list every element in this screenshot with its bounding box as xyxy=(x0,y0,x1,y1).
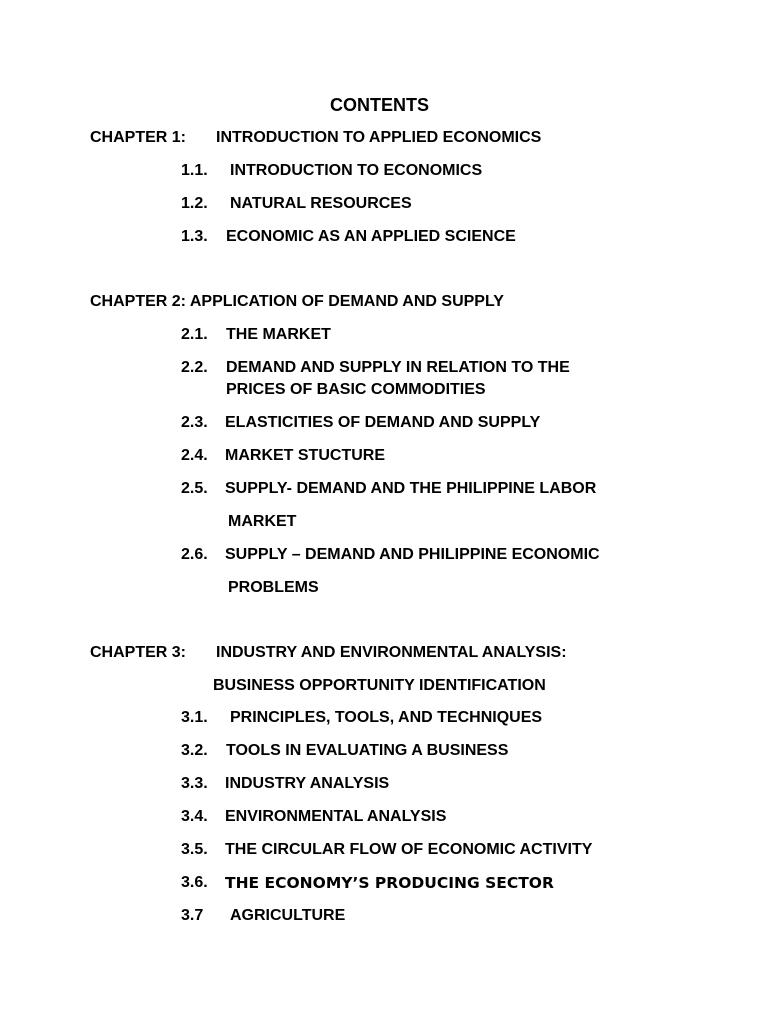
toc-item-number: 2.5. xyxy=(181,480,208,497)
toc-item-number: 3.2. xyxy=(181,742,208,759)
toc-item-label-continued: PRICES OF BASIC COMMODITIES xyxy=(226,381,486,398)
toc-item-number: 1.2. xyxy=(181,195,208,212)
chapter-3-subtitle: BUSINESS OPPORTUNITY IDENTIFICATION xyxy=(213,677,546,694)
toc-item-number: 2.3. xyxy=(181,414,208,431)
toc-item-label: THE CIRCULAR FLOW OF ECONOMIC ACTIVITY xyxy=(225,841,593,858)
toc-item-label-continued: PROBLEMS xyxy=(228,579,319,596)
toc-item-number: 2.6. xyxy=(181,546,208,563)
toc-item-number: 3.1. xyxy=(181,709,208,726)
toc-item-label: PRINCIPLES, TOOLS, AND TECHNIQUES xyxy=(230,709,543,726)
toc-item-number: 2.4. xyxy=(181,447,208,464)
toc-item-label: SUPPLY – DEMAND AND PHILIPPINE ECONOMIC xyxy=(225,546,600,563)
toc-item-label: ENVIRONMENTAL ANALYSIS xyxy=(225,808,447,825)
toc-item-label: NATURAL RESOURCES xyxy=(230,195,412,212)
toc-item-label: INDUSTRY ANALYSIS xyxy=(225,775,390,792)
toc-item-label: INTRODUCTION TO ECONOMICS xyxy=(230,162,483,179)
toc-item-number: 2.2. xyxy=(181,359,208,376)
toc-item-label-continued: MARKET xyxy=(228,513,297,530)
chapter-1-heading: CHAPTER 1: xyxy=(90,129,187,146)
toc-item-number: 3.7 xyxy=(181,907,204,924)
chapter-3-title: INDUSTRY AND ENVIRONMENTAL ANALYSIS: xyxy=(216,644,567,661)
toc-item-number: 3.6. xyxy=(181,874,208,891)
toc-item-label: MARKET STUCTURE xyxy=(225,447,385,464)
toc-item-label: AGRICULTURE xyxy=(230,907,346,924)
toc-item-label: ECONOMIC AS AN APPLIED SCIENCE xyxy=(226,228,516,245)
toc-item-label: THE ECONOMY’S PRODUCING SECTOR xyxy=(225,874,554,892)
toc-item-number: 3.4. xyxy=(181,808,208,825)
toc-item-label: THE MARKET xyxy=(226,326,331,343)
toc-item-label: TOOLS IN EVALUATING A BUSINESS xyxy=(226,742,509,759)
toc-item-number: 3.3. xyxy=(181,775,208,792)
toc-item-number: 1.1. xyxy=(181,162,208,179)
toc-item-label: SUPPLY- DEMAND AND THE PHILIPPINE LABOR xyxy=(225,480,597,497)
chapter-3-heading: CHAPTER 3: xyxy=(90,644,187,661)
chapter-1-title: INTRODUCTION TO APPLIED ECONOMICS xyxy=(216,129,542,146)
toc-item-label: DEMAND AND SUPPLY IN RELATION TO THE xyxy=(226,359,570,376)
toc-item-number: 3.5. xyxy=(181,841,208,858)
chapter-2-heading: CHAPTER 2: APPLICATION OF DEMAND AND SUPPLY xyxy=(90,293,504,310)
toc-item-label: ELASTICITIES OF DEMAND AND SUPPLY xyxy=(225,414,541,431)
toc-item-number: 2.1. xyxy=(181,326,208,343)
page-title: CONTENTS xyxy=(330,95,429,115)
toc-item-number: 1.3. xyxy=(181,228,208,245)
